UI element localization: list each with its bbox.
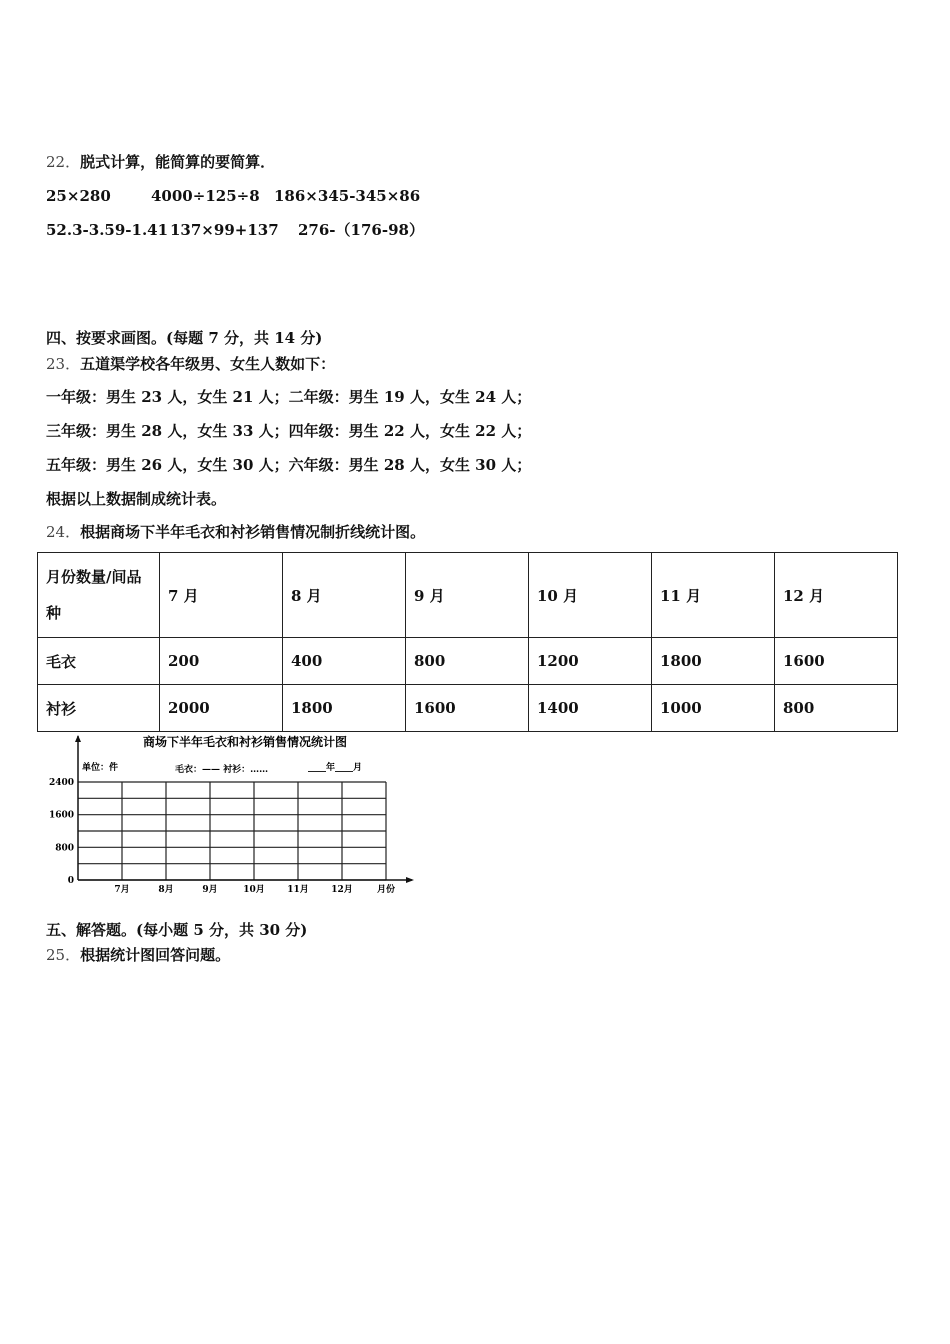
x-tick-label: 7月 — [114, 885, 130, 895]
month-header: 7 月 — [160, 553, 283, 638]
q23-line-1: 一年级：男生 23 人，女生 21 人；二年级：男生 19 人，女生 24 人； — [46, 388, 532, 406]
q24-number: 24． — [46, 523, 81, 541]
x-tick-label: 8月 — [158, 885, 174, 895]
y-tick-label: 2400 — [48, 778, 74, 788]
q23-line-3: 五年级：男生 26 人，女生 30 人；六年级：男生 28 人，女生 30 人； — [46, 456, 532, 474]
x-tick-label: 11月 — [287, 885, 309, 895]
table-header-row — [38, 553, 898, 638]
y-tick-label: 1600 — [48, 810, 74, 821]
month-header: 8 月 — [283, 553, 406, 638]
q22-number: 22． — [46, 153, 81, 171]
y-tick-label: 0 — [67, 876, 74, 886]
table-corner-cell: 月份数量/间品种 — [38, 553, 160, 638]
q23-number: 23． — [46, 355, 81, 373]
q23-heading — [46, 354, 335, 374]
month-header: 9 月 — [406, 553, 529, 638]
chart-date-label: ____年____月 — [308, 763, 363, 773]
q23-instruction: 根据以上数据制成统计表。 — [46, 490, 227, 508]
table-cell: 1800 — [652, 638, 775, 685]
table-cell: 1600 — [775, 638, 898, 685]
row-label: 衬衫 — [38, 685, 160, 732]
table-cell: 400 — [283, 638, 406, 685]
month-header: 12 月 — [775, 553, 898, 638]
calc-item: 52.3-3.59-1.41 — [46, 221, 169, 239]
q22-calc-row-1 — [46, 186, 420, 206]
table-row — [38, 638, 898, 685]
calc-item: 25×280 — [46, 187, 111, 205]
chart-title: 商场下半年毛衣和衬衫销售情况统计图 — [142, 735, 348, 749]
table-cell: 1600 — [406, 685, 529, 732]
x-axis-arrow-icon — [406, 877, 414, 883]
table-cell: 1200 — [529, 638, 652, 685]
chart-unit-label: 单位：件 — [82, 763, 119, 773]
table-cell: 2000 — [160, 685, 283, 732]
chart-axes — [75, 735, 414, 883]
chart-svg — [40, 732, 420, 898]
table-cell: 200 — [160, 638, 283, 685]
q25-title: 根据统计图回答问题。 — [80, 946, 231, 964]
calc-item: 137×99+137 — [170, 221, 279, 239]
table-row — [38, 685, 898, 732]
table-cell: 1000 — [652, 685, 775, 732]
sales-table — [37, 552, 898, 732]
chart-legend: 毛衣：—— 衬衫：…… — [175, 765, 269, 775]
calc-item: 276-（176-98） — [298, 221, 424, 239]
y-axis-arrow-icon — [75, 735, 81, 742]
x-tick-label: 9月 — [202, 885, 218, 895]
x-tick-label: 10月 — [243, 885, 265, 895]
table-cell: 1400 — [529, 685, 652, 732]
table-cell: 800 — [775, 685, 898, 732]
q22-heading — [46, 152, 275, 172]
month-header: 11 月 — [652, 553, 775, 638]
q25-heading — [46, 945, 230, 965]
row-label: 毛衣 — [38, 638, 160, 685]
section-5-title: 五、解答题。(每小题 5 分，共 30 分) — [46, 921, 308, 939]
y-tick-label: 800 — [55, 843, 74, 854]
table-cell: 800 — [406, 638, 529, 685]
x-tick-label: 12月 — [331, 885, 353, 895]
chart-labels — [49, 778, 395, 895]
table-cell: 1800 — [283, 685, 406, 732]
q24-title: 根据商场下半年毛衣和衬衫销售情况制折线统计图。 — [80, 523, 426, 541]
blank-line-chart — [40, 732, 420, 898]
q25-number: 25． — [46, 946, 81, 964]
calc-item: 4000÷125÷8 — [151, 187, 260, 205]
q24-heading — [46, 522, 425, 542]
month-header: 10 月 — [529, 553, 652, 638]
chart-grid — [78, 782, 386, 880]
q23-title: 五道渠学校各年级男、女生人数如下： — [80, 355, 336, 373]
x-axis-label: 月份 — [376, 885, 396, 895]
calc-item: 186×345-345×86 — [274, 187, 421, 205]
q23-line-2: 三年级：男生 28 人，女生 33 人；四年级：男生 22 人，女生 22 人； — [46, 422, 532, 440]
q22-title: 脱式计算，能简算的要简算． — [80, 153, 276, 171]
q22-calc-row-2 — [46, 220, 424, 240]
section-4-title: 四、按要求画图。(每题 7 分，共 14 分) — [46, 329, 323, 347]
